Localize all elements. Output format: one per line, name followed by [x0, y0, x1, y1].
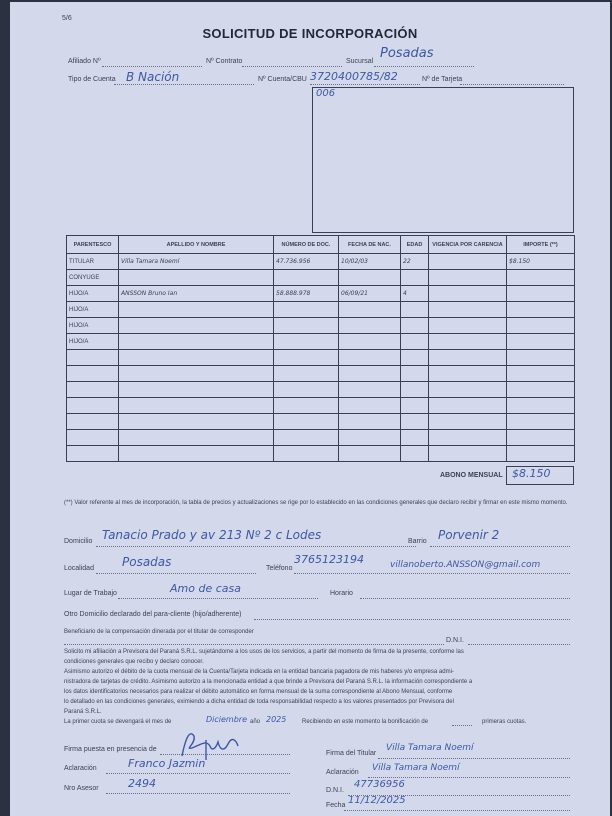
sucursal-label: Sucursal	[346, 58, 374, 65]
table-cell[interactable]	[274, 334, 339, 350]
table-cell[interactable]	[339, 334, 401, 350]
firma-titular-label: Firma del Titular	[326, 750, 377, 757]
table-cell[interactable]	[429, 270, 507, 286]
table-cell[interactable]: 06/09/21	[339, 286, 401, 302]
table-cell[interactable]	[507, 366, 575, 382]
cuenta-field[interactable]	[310, 84, 420, 85]
table-cell[interactable]	[401, 414, 429, 430]
tarjeta-label: Nº de Tarjeta	[422, 76, 463, 83]
col-header: NÚMERO DE DOC.	[274, 236, 339, 254]
localidad-value: Posadas	[122, 555, 172, 569]
table-row	[67, 446, 575, 462]
table-cell[interactable]	[401, 318, 429, 334]
contrato-field[interactable]	[242, 66, 342, 67]
table-cell[interactable]	[274, 302, 339, 318]
table-cell[interactable]	[119, 318, 274, 334]
table-cell[interactable]	[429, 254, 507, 270]
dni-value: 47736956	[354, 779, 405, 790]
table-cell[interactable]	[507, 350, 575, 366]
table-cell[interactable]	[339, 414, 401, 430]
col-header: FECHA DE NAC.	[339, 236, 401, 254]
primera-cuota-mes: Diciembre	[206, 715, 248, 724]
aclaracion-left-label: Aclaración	[64, 765, 97, 772]
domicilio-value: Tanacio Prado y av 213 Nº 2 c Lodes	[102, 528, 322, 542]
presencia-label: Firma puesta en presencia de	[64, 746, 157, 753]
table-cell[interactable]: CONYUGE	[67, 270, 119, 286]
table-cell[interactable]	[507, 318, 575, 334]
tipo-cuenta-field[interactable]	[114, 84, 254, 85]
table-cell[interactable]	[119, 446, 274, 462]
table-cell[interactable]	[339, 318, 401, 334]
primera-cuota-text-c: Recibiendo en este momento la bonificación de	[302, 719, 429, 725]
barrio-value: Porvenir 2	[438, 528, 500, 542]
document-box-value: 006	[316, 88, 336, 99]
horario-field[interactable]	[360, 598, 570, 599]
table-cell[interactable]: 4	[401, 286, 429, 302]
table-row	[67, 430, 575, 446]
table-cell[interactable]	[507, 302, 575, 318]
form-sheet	[10, 2, 610, 816]
primera-cuota-text-a: La primer cuota se devengará el mes de	[64, 719, 172, 725]
table-cell[interactable]	[507, 398, 575, 414]
legal-line: nistradora de tarjetas de crédito. Asimismo autorizo a la mencionada entidad a que brinde a Previsora del Paraná S.R.L. la información correspondiente a	[64, 679, 473, 685]
telefono-value: 3765123194	[294, 553, 364, 566]
table-cell[interactable]	[67, 414, 119, 430]
table-cell[interactable]	[274, 398, 339, 414]
table-cell[interactable]	[429, 366, 507, 382]
table-cell[interactable]	[119, 398, 274, 414]
table-row	[67, 350, 575, 366]
localidad-field[interactable]	[96, 573, 256, 574]
table-cell[interactable]	[339, 350, 401, 366]
table-cell[interactable]	[429, 414, 507, 430]
table-cell[interactable]	[339, 366, 401, 382]
legal-line: los datos identificatorios necesarios para realizar el débito automático en forma mensual de la suma correspondiente al Abono Mensual, conforme	[64, 689, 453, 695]
table-cell[interactable]	[119, 270, 274, 286]
dni-label: D.N.I.	[326, 787, 344, 794]
asesor-field[interactable]	[106, 793, 290, 794]
localidad-label: Localidad	[64, 565, 94, 572]
table-cell[interactable]	[119, 302, 274, 318]
table-cell[interactable]	[401, 302, 429, 318]
table-cell[interactable]	[67, 446, 119, 462]
price-note: (**) Valor referente al mes de incorporación, la tabla de precios y actualizaciones se rige por lo establecido en las condiciones generales que declaro recibir y firmar en este mismo momento.	[64, 500, 568, 506]
table-row	[67, 366, 575, 382]
domicilio-label: Domicilio	[64, 538, 93, 545]
table-cell[interactable]	[274, 318, 339, 334]
abono-label: ABONO MENSUAL	[440, 472, 503, 479]
asesor-value: 2494	[128, 777, 156, 790]
table-cell[interactable]	[401, 430, 429, 446]
horario-label: Horario	[330, 590, 353, 597]
col-header: PARENTESCO	[67, 236, 119, 254]
table-cell[interactable]	[429, 334, 507, 350]
tipo-cuenta-label: Tipo de Cuenta	[68, 76, 116, 83]
table-cell[interactable]	[67, 366, 119, 382]
beneficiario-field[interactable]	[64, 644, 444, 645]
telefono-label: Teléfono	[266, 565, 293, 572]
table-row	[67, 318, 575, 334]
table-cell[interactable]	[119, 414, 274, 430]
table-cell[interactable]	[507, 270, 575, 286]
afiliado-field[interactable]	[102, 66, 202, 67]
page-number: 5/6	[62, 15, 72, 22]
table-cell[interactable]: ANSSON Bruno Ian	[119, 286, 274, 302]
fecha-value: 11/12/2025	[348, 795, 406, 806]
tipo-cuenta-value: B Nación	[126, 70, 180, 84]
primera-cuota-text-d: primeras cuotas.	[482, 719, 527, 725]
document-box	[312, 87, 574, 233]
table-cell[interactable]	[274, 414, 339, 430]
table-cell[interactable]	[67, 398, 119, 414]
table-cell[interactable]: 47.736.956	[274, 254, 339, 270]
family-table	[66, 235, 575, 462]
afiliado-label: Afiliado Nº	[68, 58, 101, 65]
table-row	[67, 302, 575, 318]
table-cell[interactable]: 10/02/03	[339, 254, 401, 270]
table-cell[interactable]	[507, 286, 575, 302]
firma-titular-field[interactable]	[378, 758, 570, 759]
table-cell[interactable]	[119, 334, 274, 350]
table-cell[interactable]	[274, 350, 339, 366]
table-row	[67, 334, 575, 350]
table-cell[interactable]	[119, 350, 274, 366]
cuenta-value: 3720400785/82	[310, 70, 398, 83]
legal-text	[64, 647, 594, 717]
email-value: villanoberto.ANSSON@gmail.com	[390, 560, 541, 570]
table-cell[interactable]	[67, 350, 119, 366]
firma-titular-value: Villa Tamara Noemí	[386, 743, 474, 753]
domicilio-field[interactable]	[96, 546, 416, 547]
legal-line: Solicito mi afiliación a Previsora del Paraná S.R.L. sujetándome a los usos de los servicios, a partir del momento de firma de la presente, conforme las	[64, 649, 464, 655]
fecha-label: Fecha	[326, 802, 346, 809]
table-row	[67, 398, 575, 414]
table-cell[interactable]: Villa Tamara Noemí	[119, 254, 274, 270]
bonificacion-field[interactable]	[452, 725, 472, 726]
table-cell[interactable]	[274, 382, 339, 398]
table-cell[interactable]	[339, 270, 401, 286]
legal-line: lo detallado en las condiciones generales, eximiendo a dicha entidad de toda responsabilidad respecto a los valores presentados por Previsora del	[64, 699, 454, 705]
table-cell[interactable]: HIJO/A	[67, 318, 119, 334]
barrio-field[interactable]	[430, 546, 570, 547]
table-cell[interactable]	[507, 446, 575, 462]
table-cell[interactable]	[507, 414, 575, 430]
aclaracion-right-field[interactable]	[368, 777, 570, 778]
table-cell[interactable]	[274, 430, 339, 446]
aclaracion-right-label: Aclaración	[326, 769, 359, 776]
table-cell[interactable]	[401, 382, 429, 398]
table-cell[interactable]: HIJO/A	[67, 302, 119, 318]
legal-line: Asimismo autorizo el débito de la cuota mensual de la Cuenta/Tarjeta indicada en la entidad bancaria pagadora de mis haberes y/o empresa admi-	[64, 669, 454, 675]
table-cell[interactable]	[401, 270, 429, 286]
col-header: IMPORTE (**)	[507, 236, 575, 254]
table-cell[interactable]	[119, 430, 274, 446]
beneficiario-label: Beneficiario de la compensación dinerada por el titular de corresponder	[64, 629, 254, 635]
aclaracion-left-field[interactable]	[106, 773, 290, 774]
table-cell[interactable]	[429, 398, 507, 414]
sucursal-field[interactable]	[374, 66, 474, 67]
table-cell[interactable]: TITULAR	[67, 254, 119, 270]
table-cell[interactable]	[429, 302, 507, 318]
table-cell[interactable]	[429, 286, 507, 302]
table-cell[interactable]	[401, 334, 429, 350]
aclaracion-right-value: Villa Tamara Noemí	[372, 763, 460, 773]
trabajo-value: Amo de casa	[170, 582, 241, 595]
table-cell[interactable]	[274, 366, 339, 382]
table-cell[interactable]	[274, 446, 339, 462]
beneficiario-dni-label: D.N.I.	[446, 637, 464, 644]
table-cell[interactable]	[67, 430, 119, 446]
legal-line: condiciones generales que recibo y declaro conocer.	[64, 659, 204, 665]
table-cell[interactable]	[507, 430, 575, 446]
table-cell[interactable]: HIJO/A	[67, 286, 119, 302]
table-cell[interactable]	[429, 382, 507, 398]
abono-value: $8.150	[512, 467, 551, 480]
table-cell[interactable]	[401, 446, 429, 462]
trabajo-field[interactable]	[118, 598, 318, 599]
table-header-row	[67, 236, 575, 254]
aclaracion-left-value: Franco Jazmin	[128, 757, 206, 770]
table-cell[interactable]	[119, 382, 274, 398]
col-header: APELLIDO Y NOMBRE	[119, 236, 274, 254]
col-header: EDAD	[401, 236, 429, 254]
table-cell[interactable]	[429, 430, 507, 446]
table-row	[67, 270, 575, 286]
table-row	[67, 254, 575, 270]
table-cell[interactable]	[339, 430, 401, 446]
beneficiario-dni-field[interactable]	[468, 644, 570, 645]
fecha-field[interactable]	[344, 810, 570, 811]
primera-cuota-text-b: año	[250, 719, 261, 725]
telefono-field[interactable]	[294, 573, 570, 574]
table-row	[67, 382, 575, 398]
table-cell[interactable]	[339, 382, 401, 398]
table-cell[interactable]	[429, 318, 507, 334]
contrato-label: Nº Contrato	[206, 58, 243, 65]
table-cell[interactable]	[429, 446, 507, 462]
table-cell[interactable]	[339, 398, 401, 414]
table-cell[interactable]	[401, 398, 429, 414]
table-row	[67, 414, 575, 430]
table-cell[interactable]: $8.150	[507, 254, 575, 270]
table-cell[interactable]: HIJO/A	[67, 334, 119, 350]
table-cell[interactable]	[274, 270, 339, 286]
legal-line: Paraná S.R.L.	[64, 709, 102, 715]
table-cell[interactable]	[401, 350, 429, 366]
primera-cuota-anio: 2025	[266, 715, 287, 724]
otro-domicilio-field[interactable]	[254, 619, 570, 620]
form-title: SOLICITUD DE INCORPORACIÓN	[202, 26, 418, 41]
col-header: VIGENCIA POR CARENCIA	[429, 236, 507, 254]
tarjeta-field[interactable]	[460, 84, 564, 85]
table-cell[interactable]	[507, 334, 575, 350]
table-cell[interactable]	[67, 382, 119, 398]
barrio-label: Barrio	[408, 538, 427, 545]
table-cell[interactable]	[339, 302, 401, 318]
table-cell[interactable]	[507, 382, 575, 398]
table-cell[interactable]: 22	[401, 254, 429, 270]
otro-domicilio-label: Otro Domicilio declarado del para-cliente (hijo/adherente)	[64, 611, 242, 618]
table-cell[interactable]	[119, 366, 274, 382]
table-cell[interactable]: 58.888.978	[274, 286, 339, 302]
table-cell[interactable]	[401, 366, 429, 382]
cuenta-label: Nº Cuenta/CBU	[258, 76, 307, 83]
sucursal-value: Posadas	[380, 46, 434, 61]
table-cell[interactable]	[429, 350, 507, 366]
trabajo-label: Lugar de Trabajo	[64, 590, 117, 597]
table-cell[interactable]	[339, 446, 401, 462]
asesor-label: Nro Asesor	[64, 785, 99, 792]
table-row	[67, 286, 575, 302]
